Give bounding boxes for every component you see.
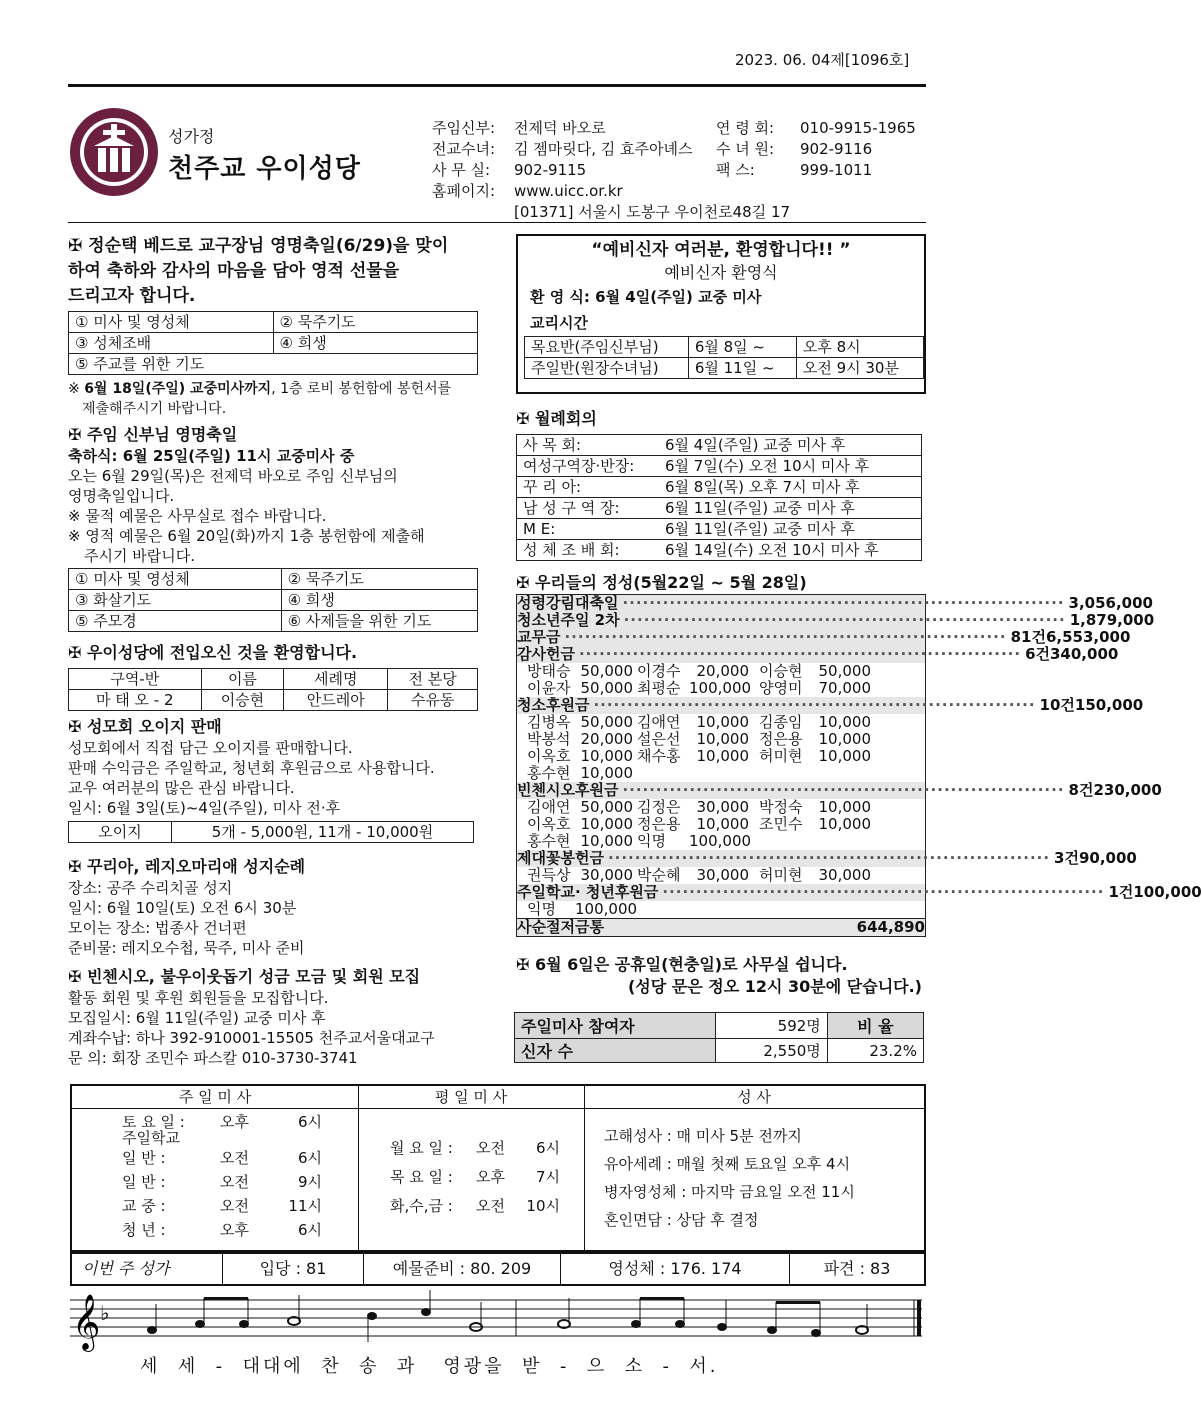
- music-staff: [70, 1290, 926, 1360]
- holiday-notice: ✠ 6월 6일은 공휴일(현충일)로 사무실 쉽니다. (성당 문은 정오 12시 30분에 닫습니다.): [516, 955, 922, 996]
- mass-schedule: 주 일 미 사 평 일 미 사 성 사 토 요 일 : 오후 6시 주일학교 일 반 : 오전 6시 일 반 : 오전 9시 교 중 : 오전 11시 청 년 : 오후 6시 월 요 일 : 오전 6시 목 요 일 : 오후 7시 화,수,금 : 오전 10시 고해성사 : 매 미사 5분 전까지 유아세례 : 매월 첫째 토요일 오후 4시 병자영성체 : 마지막 금요일 오전 11시 혼인면담 : 상담 후 결정: [70, 1084, 926, 1252]
- section-pickles-sale: ✠ 성모회 오이지 판매 성모회에서 직접 담근 오이지를 판매합니다. 판매 수익금은 주일학교, 청년회 후원금으로 사용합니다. 교우 여러분의 많은 관심 바랍니다. 일시: 6월 3일(토)~4일(주일), 미사 전·후 오이지 5개 - 5,000원, 11개 - 10,000원: [68, 716, 480, 843]
- church-seal-icon: [68, 106, 160, 198]
- contact-info: 주임신부: 전제덕 바오로 연 령 회: 010-9915-1965 전교수녀: 김 젬마릿다, 김 효주아녜스 수 녀 원: 902-9116 사 무 실: 902-9115 팩 스: 999-1011 홈페이지: www.uicc.or.kr [01371] 서울시 도봉구 우이천로48길 17: [432, 119, 916, 221]
- hymn-lyrics: 세 세 - 대대에 찬 송 과 영광을 받 - 으 소 - 서.: [140, 1356, 719, 1377]
- header-top-rule: [68, 84, 926, 87]
- section-bishop-feast: ✠ 정순택 베드로 교구장님 영명축일(6/29)을 맞이 하여 축하와 감사의 마음을 담아 영적 선물을 드리고자 합니다. ① 미사 및 영성체 ② 묵주기도 ③ 성체조배 ④ 희생 ⑤ 주교를 위한 기도 ※ 6월 18일(주일) 교중미사까지, 1층 로비 봉헌함에 봉헌서를 제출해주시기 바랍니다.: [68, 234, 480, 419]
- logo-title: 천주교 우이성당: [168, 154, 361, 184]
- section-vincent: ✠ 빈첸시오, 불우이웃돕기 성금 모금 및 회원 모집 활동 회원 및 후원 회원들을 모집합니다. 모집일시: 6월 11일(주일) 교중 미사 후 계좌수납: 하나 392-910001-15505 천주교서울대교구 문 의: 회장 조민수 파스칼 010-3730-3741: [68, 967, 435, 1067]
- attendance-table: 주일미사 참여자 592명 비 율 신자 수 2,550명 23.2%: [514, 1012, 924, 1063]
- section-offerings: ✠ 우리들의 정성(5월22일 ~ 5월 28일) 성령강림대축일 ·································································· 3,056,000 청소년주일 2차 ·································································· 1,879,000 교무금 ·································································· 81건 6,553,000 감사헌금 ·································································· 6건 340,000 방태승 50,000 이경수 20,000 이승현 50,000 이윤자 50,000 최평순 100,000 양영미 70,000 청소후원금 ·································································· 10건 150,000 김병옥 50,000 김애연 10,000 김종임 10,000 박봉석 20,000 설은선 10,000 정은용 10,000 이옥호 10,000 채수홍 10,000 허미현 10,000 홍수현 10,000 빈첸시오후원금 ·································································· 8건 230,000 김애연 50,000 김정은 30,000 박정숙 10,000 이옥호 10,000 정은용 10,000 조민수 10,000 홍수현 10,000 익명 100,000 제대꽃봉헌금 ·································································· 3건 90,000 권득상 30,000 박순혜 30,000 허미현 30,000 주일학교· 청년후원금 ·································································· 1건 100,000 익명 100,000 사순절저금통 644,890: [516, 573, 1202, 936]
- section-newcomers: ✠ 우이성당에 전입오신 것을 환영합니다. 구역-반 이름 세례명 전 본당 마 태 오 - 2 이승현 안드레아 수유동: [68, 642, 480, 711]
- section-monthly-meetings: ✠ 월례회의 사 목 회: 6월 4일(주일) 교중 미사 후 여성구역장·반장: 6월 7일(수) 오전 10시 미사 후 꾸 리 아: 6월 8일(목) 오후 7시 미사 후 남 성 구 역 장: 6월 11일(주일) 교중 미사 후 M E: 6월 11일(주일) 교중 미사 후 성 체 조 배 회: 6월 14일(수) 오전 10시 미사 후: [516, 408, 924, 561]
- treble-clef-icon: 𝄞: [72, 1294, 101, 1350]
- welcome-box: “예비신자 여러분, 환영합니다!! ” 예비신자 환영식 환 영 식: 6월 4일(주일) 교중 미사 교리시간 목요반(주임신부님) 6월 8일 ~ 오후 8시 주일반(원장수녀님) 6월 11일 ~ 오전 9시 30분: [516, 234, 926, 394]
- issue-date: 2023. 06. 04제[1096호]: [735, 51, 910, 69]
- header-bottom-rule: [68, 222, 926, 223]
- logo-small-text: 성가정: [168, 127, 215, 146]
- hymn-bar: 이번 주 성가 입당 : 81 예물준비 : 80. 209 영성체 : 176. 174 파견 : 83: [70, 1252, 926, 1286]
- section-pilgrimage: ✠ 꾸리아, 레지오마리애 성지순례 장소: 공주 수리치골 성지 일시: 6월 10일(토) 오전 6시 30분 모이는 장소: 법종사 건너편 준비물: 레지오수첩, 묵주, 미사 준비: [68, 857, 306, 957]
- section-pastor-feast: ✠ 주임 신부님 영명축일 축하식: 6월 25일(주일) 11시 교중미사 중 오는 6월 29일(목)은 전제덕 바오로 주임 신부님의 영명축일입니다. ※ 물적 예물은 사무실로 접수 바랍니다. ※ 영적 예물은 6월 20일(화)까지 1층 봉헌함에 제출해 주시기 바랍니다. ① 미사 및 영성체 ② 묵주기도 ③ 화살기도 ④ 희생 ⑤ 주모경 ⑥ 사제들을 위한 기도: [68, 424, 480, 632]
- flat-icon: ♭: [100, 1301, 110, 1325]
- homepage-link[interactable]: www.uicc.or.kr: [514, 182, 623, 200]
